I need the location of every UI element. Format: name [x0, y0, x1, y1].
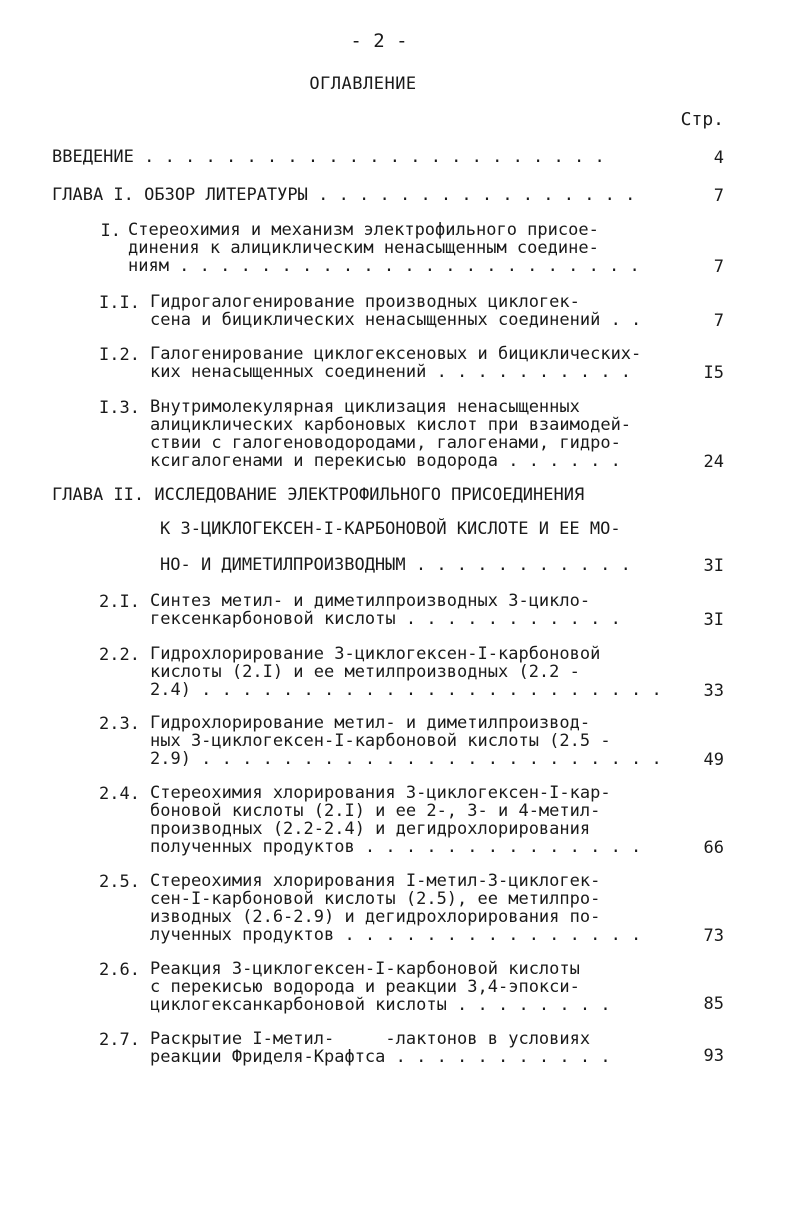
- toc-entry-line: Раскрытие I-метил- -лактонов в условиях: [150, 1029, 591, 1049]
- toc-entry-number: I.2.: [99, 345, 140, 365]
- toc-entry-number: 2.4.: [99, 784, 140, 804]
- toc-entry-page: 66: [703, 838, 724, 858]
- toc-entry-line: К 3-ЦИКЛОГЕКСЕН-I-КАРБОНОВОЙ КИСЛОТЕ И ЕЕ МО-: [160, 519, 621, 539]
- page-number: - 2 -: [350, 30, 408, 52]
- toc-entry-line: ГЛАВА I. ОБЗОР ЛИТЕРАТУРЫ . . . . . . . . . . . . . . . .: [52, 185, 636, 205]
- toc-entry-line: ных 3-циклогексен-I-карбоновой кислоты (2.5 -: [150, 731, 611, 751]
- toc-entry-number: 2.2.: [99, 645, 140, 665]
- toc-entry-line: Синтез метил- и диметилпроизводных 3-цикло-: [150, 591, 591, 611]
- toc-entry-line: ВВЕДЕНИЕ . . . . . . . . . . . . . . . . . . . . . . .: [52, 147, 605, 167]
- toc-entry-line: полученных продуктов . . . . . . . . . . . . . .: [150, 837, 642, 857]
- toc-entry-line: Галогенирование циклогексеновых и бициклических-: [150, 344, 642, 364]
- toc-entry-line: гексенкарбоновой кислоты . . . . . . . . . . .: [150, 609, 621, 629]
- toc-entry-page: I5: [703, 363, 724, 383]
- toc-entry-line: 2.4) . . . . . . . . . . . . . . . . . . . . . . .: [150, 680, 662, 700]
- toc-entry-page: 73: [703, 926, 724, 946]
- toc-entry-page: 33: [703, 681, 724, 701]
- toc-entry-number: 2.5.: [99, 872, 140, 892]
- toc-entry-line: лученных продуктов . . . . . . . . . . . . . . .: [150, 925, 642, 945]
- toc-entry-line: Стереохимия хлорирования I-метил-3-циклогек-: [150, 871, 601, 891]
- page-column-label: Стр.: [680, 109, 724, 130]
- toc-entry-page: 93: [703, 1046, 724, 1066]
- toc-entry-line: Стереохимия хлорирования 3-циклогексен-I-кар-: [150, 783, 611, 803]
- toc-entry-line: Гидрохлорирование 3-циклогексен-I-карбоновой: [150, 644, 601, 664]
- toc-entry-line: Стереохимия и механизм электрофильного присое-: [128, 220, 599, 240]
- toc-entry-line: ГЛАВА II. ИССЛЕДОВАНИЕ ЭЛЕКТРОФИЛЬНОГО ПРИСОЕДИНЕНИЯ: [52, 485, 585, 505]
- toc-entry-number: 2.7.: [99, 1030, 140, 1050]
- toc-entry-line: кислоты (2.I) и ее метилпроизводных (2.2 -: [150, 662, 580, 682]
- toc-entry-line: сена и бициклических ненасыщенных соединений . .: [150, 310, 642, 330]
- toc-entry-line: изводных (2.6-2.9) и дегидрохлорирования по-: [150, 907, 601, 927]
- toc-entry-page: 7: [713, 186, 724, 206]
- toc-entry-number: 2.3.: [99, 714, 140, 734]
- toc-entry-line: ниям . . . . . . . . . . . . . . . . . . . . . . .: [128, 256, 640, 276]
- toc-entry-page: 85: [703, 994, 724, 1014]
- toc-entry-number: I.I.: [99, 293, 140, 313]
- toc-entry-line: ких ненасыщенных соединений . . . . . . . . . .: [150, 362, 632, 382]
- toc-entry-line: ствии с галогеноводородами, галогенами, гидро-: [150, 433, 621, 453]
- toc-entry-line: ксигалогенами и перекисью водорода . . . . . .: [150, 451, 621, 471]
- toc-entry-line: производных (2.2-2.4) и дегидрохлорирования: [150, 819, 591, 839]
- toc-entry-line: Гидрогалогенирование производных циклогек-: [150, 292, 580, 312]
- toc-entry-line: боновой кислоты (2.I) и ее 2-, 3- и 4-метил-: [150, 801, 601, 821]
- toc-heading: ОГЛАВЛЕНИЕ: [309, 74, 417, 94]
- toc-entry-page: 4: [713, 148, 724, 168]
- toc-entry-line: Внутримолекулярная циклизация ненасыщенных: [150, 397, 580, 417]
- toc-entry-line: Гидрохлорирование метил- и диметилпроизвод-: [150, 713, 591, 733]
- toc-entry-page: 3I: [703, 610, 724, 630]
- toc-entry-line: динения к алициклическим ненасыщенным соедине-: [128, 238, 599, 258]
- toc-entry-page: 7: [713, 257, 724, 277]
- toc-entry-number: 2.6.: [99, 960, 140, 980]
- toc-entry-page: 7: [713, 311, 724, 331]
- toc-entry-line: НО- И ДИМЕТИЛПРОИЗВОДНЫМ . . . . . . . . . . .: [160, 555, 631, 575]
- toc-entry-line: сен-I-карбоновой кислоты (2.5), ее метилпро-: [150, 889, 601, 909]
- toc-entry-line: Реакция 3-циклогексен-I-карбоновой кислоты: [150, 959, 580, 979]
- toc-entry-number: 2.I.: [99, 592, 140, 612]
- toc-entry-page: 24: [703, 452, 724, 472]
- toc-entry-number: I.: [100, 221, 121, 241]
- toc-entry-number: I.3.: [99, 398, 140, 418]
- toc-entry-line: реакции Фриделя-Крафтса . . . . . . . . . . .: [150, 1047, 611, 1067]
- toc-entry-line: 2.9) . . . . . . . . . . . . . . . . . . . . . . .: [150, 749, 662, 769]
- toc-entry-page: 49: [703, 750, 724, 770]
- toc-entry-page: 3I: [703, 556, 724, 576]
- toc-entry-line: алициклических карбоновых кислот при взаимодей-: [150, 415, 632, 435]
- toc-entry-line: с перекисью водорода и реакции 3,4-эпокси-: [150, 977, 580, 997]
- toc-entry-line: циклогексанкарбоновой кислоты . . . . . . . .: [150, 995, 611, 1015]
